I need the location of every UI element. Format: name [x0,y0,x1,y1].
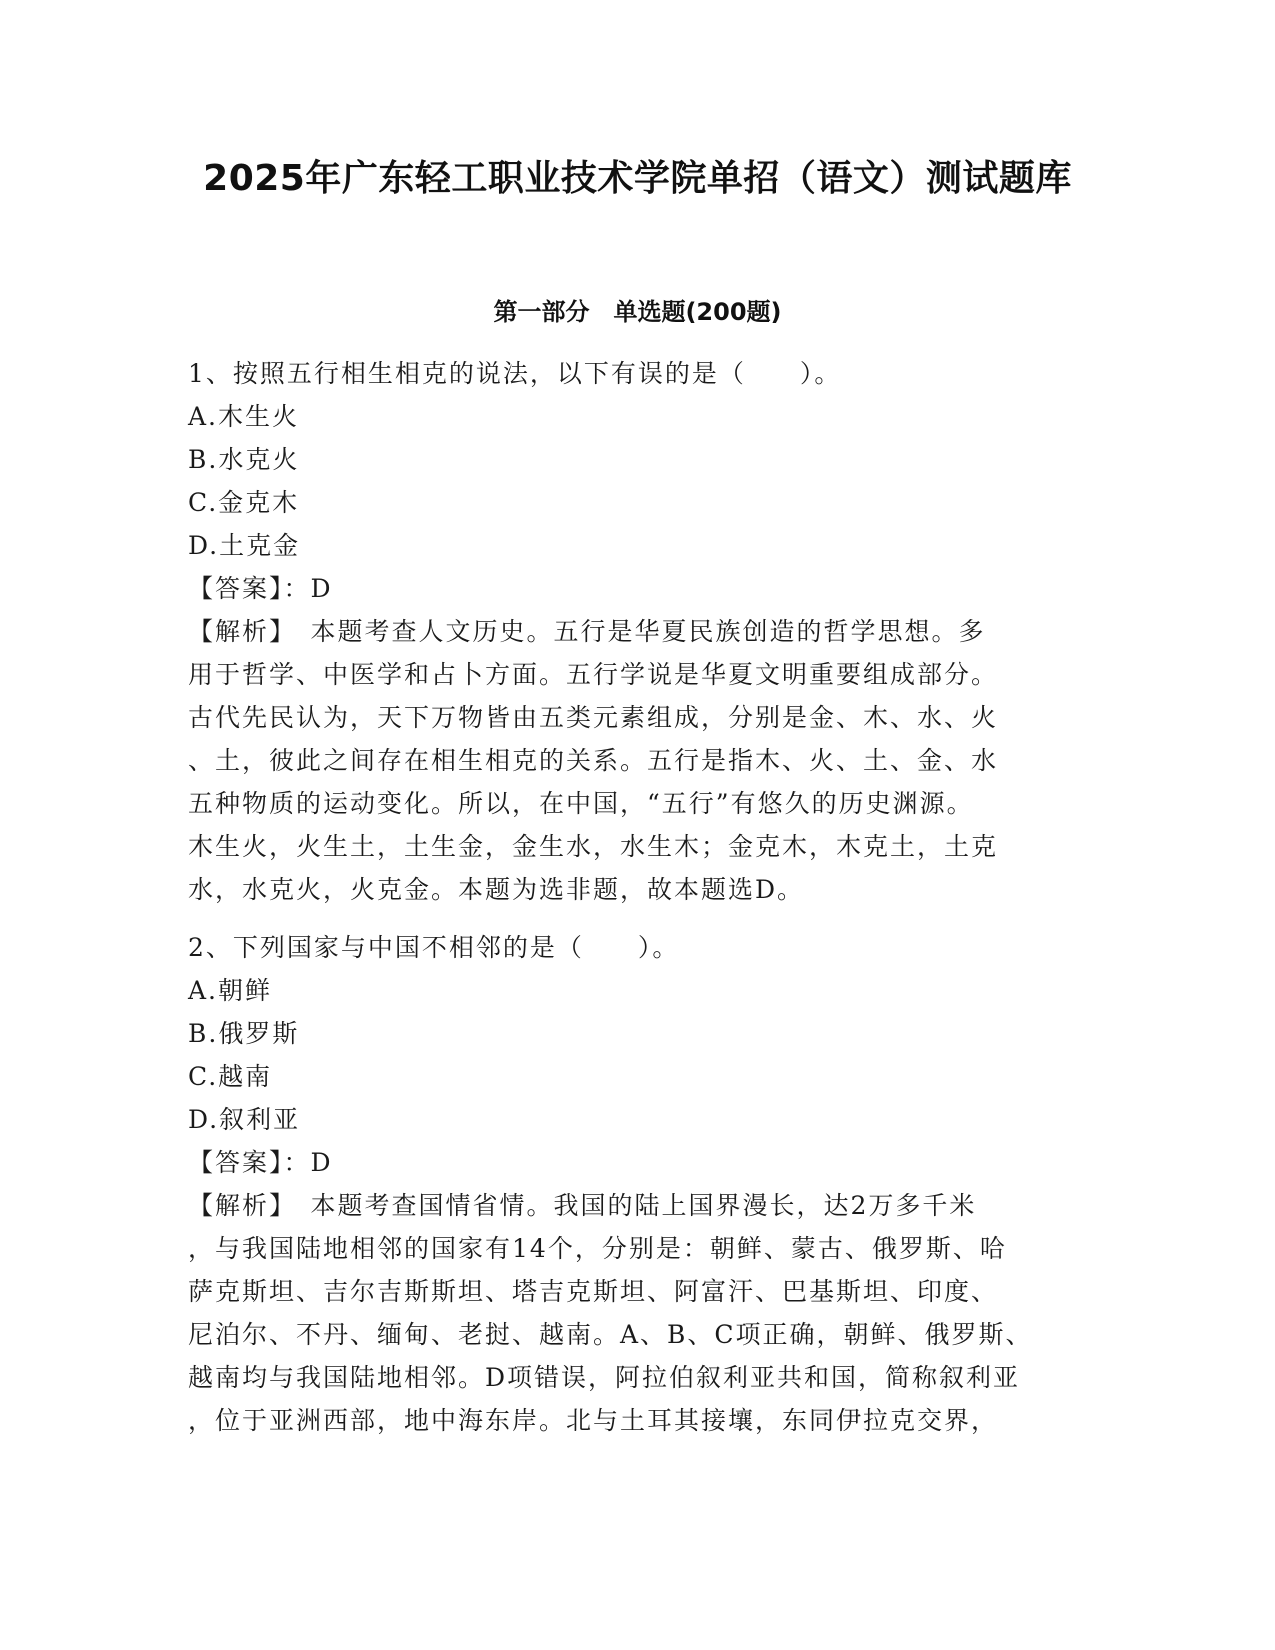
document-title: 2025年广东轻工职业技术学院单招（语文）测试题库 [203,158,1072,199]
question-2-analysis-line: 尼泊尔、不丹、缅甸、老挝、越南。A、B、C项正确，朝鲜、俄罗斯、 [188,1320,1033,1349]
question-spacer [188,911,1088,926]
question-2-option-b: B.俄罗斯 [188,1019,300,1048]
question-2-option-a: A.朝鲜 [188,976,273,1005]
question-1-analysis-line: 古代先民认为，天下万物皆由五类元素组成，分别是金、木、水、火 [188,703,999,732]
question-1 [188,352,1088,911]
question-2-answer: 【答案】：D [188,1148,333,1177]
question-1-analysis-line: 【解析】 本题考查人文历史。五行是华夏民族创造的哲学思想。多 [188,617,986,646]
question-2-analysis-line: 越南均与我国陆地相邻。D项错误，阿拉伯叙利亚共和国，简称叙利亚 [188,1363,1021,1392]
question-2-analysis-line: ，位于亚洲西部，地中海东岸。北与土耳其接壤，东同伊拉克交界， [188,1406,999,1435]
section-heading: 第一部分 单选题(200题) [493,298,782,326]
question-1-stem: 1、按照五行相生相克的说法，以下有误的是（ ）。 [188,359,842,388]
question-2-analysis-line: 【解析】 本题考查国情省情。我国的陆上国界漫长，达2万多千米 [188,1191,977,1220]
question-1-option-c: C.金克木 [188,488,300,517]
question-2 [188,926,1088,1442]
question-1-analysis-line: 水，水克火，火克金。本题为选非题，故本题选D。 [188,875,805,904]
question-2-option-c: C.越南 [188,1062,273,1091]
question-1-option-b: B.水克火 [188,445,300,474]
question-1-analysis-line: 、土，彼此之间存在相生相克的关系。五行是指木、火、土、金、水 [188,746,999,775]
question-1-option-d: D.土克金 [188,531,301,560]
question-2-analysis-line: 萨克斯坦、吉尔吉斯斯坦、塔吉克斯坦、阿富汗、巴基斯坦、印度、 [188,1277,999,1306]
question-1-analysis-line: 木生火，火生土，土生金，金生水，水生木；金克木，木克土，土克 [188,832,999,861]
question-1-analysis-line: 五种物质的运动变化。所以，在中国，“五行”有悠久的历史渊源。 [188,789,974,818]
question-1-analysis-line: 用于哲学、中医学和占卜方面。五行学说是华夏文明重要组成部分。 [188,660,999,689]
question-1-option-a: A.木生火 [188,402,300,431]
question-2-option-d: D.叙利亚 [188,1105,301,1134]
question-1-answer: 【答案】：D [188,574,333,603]
question-list [188,352,1088,1442]
question-2-analysis-line: ，与我国陆地相邻的国家有14个，分别是：朝鲜、蒙古、俄罗斯、哈 [188,1234,1007,1263]
question-2-stem: 2、下列国家与中国不相邻的是（ ）。 [188,933,680,962]
